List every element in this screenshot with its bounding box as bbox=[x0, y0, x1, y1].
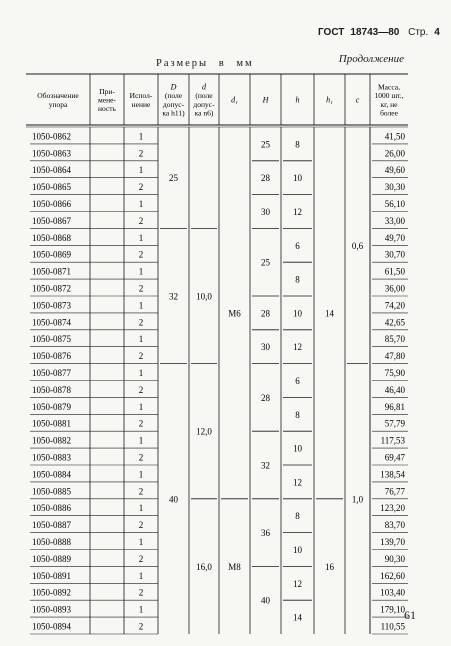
group-cell-h: 8 bbox=[295, 274, 300, 285]
column-header: (поле bbox=[195, 91, 213, 101]
group-cell-h1: 14 bbox=[325, 308, 334, 319]
group-cell-H: 28 bbox=[261, 173, 270, 184]
mass-cell: 76,77 bbox=[384, 486, 405, 497]
designation-cell: 1050-0869 bbox=[32, 249, 71, 260]
mass-cell: 30,30 bbox=[384, 182, 405, 193]
variant-cell: 1 bbox=[138, 199, 144, 209]
mass-cell: 110,55 bbox=[380, 621, 405, 632]
column-header: упора bbox=[48, 99, 68, 109]
designation-cell: 1050-0883 bbox=[32, 452, 71, 463]
column-header: Обозначение bbox=[37, 91, 79, 101]
variant-cell: 1 bbox=[138, 604, 144, 615]
group-cell-H: 32 bbox=[261, 460, 270, 471]
variant-cell: 1 bbox=[138, 232, 144, 243]
column-header: H bbox=[262, 95, 269, 105]
mass-cell: 96,81 bbox=[384, 401, 405, 412]
variant-cell: 2 bbox=[138, 215, 144, 226]
page-number: 61 bbox=[404, 608, 416, 622]
mass-cell: 83,70 bbox=[384, 520, 405, 531]
column-header: c bbox=[355, 95, 360, 105]
group-cell-D: 32 bbox=[169, 291, 178, 302]
mass-cell: 46,40 bbox=[384, 384, 405, 395]
group-cell-D: 40 bbox=[169, 494, 178, 505]
mass-cell: 49,70 bbox=[384, 232, 405, 243]
group-cell-D: 25 bbox=[169, 173, 178, 184]
group-cell-d: 16,0 bbox=[196, 561, 212, 572]
designation-cell: 1050-0867 bbox=[32, 215, 71, 226]
designation-cell: 1050-0871 bbox=[32, 266, 71, 277]
group-cell-h: 14 bbox=[293, 612, 302, 623]
variant-cell: 2 bbox=[138, 351, 144, 362]
group-cell-d1: M8 bbox=[228, 561, 241, 572]
standard-number: 18743—80 bbox=[350, 27, 400, 38]
column-header: h₁ bbox=[326, 95, 333, 105]
variant-cell: 2 bbox=[138, 520, 144, 531]
variant-cell: 1 bbox=[138, 570, 144, 581]
group-cell-H: 36 bbox=[261, 528, 270, 539]
variant-cell: 2 bbox=[138, 553, 144, 564]
designation-cell: 1050-0886 bbox=[32, 503, 71, 514]
mass-cell: 47,80 bbox=[384, 351, 405, 362]
mass-cell: 42,65 bbox=[384, 317, 405, 328]
group-cell-c: 1,0 bbox=[351, 494, 364, 505]
variant-cell: 2 bbox=[138, 621, 144, 632]
variant-cell: 1 bbox=[138, 266, 144, 277]
mass-cell: 26,00 bbox=[384, 148, 405, 159]
column-header: допус- bbox=[162, 99, 185, 109]
group-cell-H: 30 bbox=[261, 207, 270, 217]
variant-cell: 2 bbox=[138, 148, 144, 159]
mass-cell: 36,00 bbox=[384, 283, 405, 294]
column-header: допус- bbox=[193, 99, 215, 109]
variant-cell: 1 bbox=[138, 469, 144, 480]
variant-cell: 1 bbox=[138, 537, 144, 547]
mass-cell: 41,50 bbox=[384, 131, 405, 142]
page-label: Стр. bbox=[408, 27, 429, 38]
group-cell-H: 30 bbox=[261, 342, 270, 353]
mass-cell: 90,30 bbox=[384, 553, 405, 564]
designation-cell: 1050-0868 bbox=[32, 232, 71, 243]
designation-cell: 1050-0872 bbox=[32, 283, 71, 294]
group-cell-h: 12 bbox=[293, 477, 302, 488]
group-cell-h: 10 bbox=[293, 545, 302, 555]
variant-cell: 2 bbox=[138, 283, 144, 294]
designation-cell: 1050-0862 bbox=[32, 131, 71, 142]
group-cell-c: 0,6 bbox=[351, 240, 364, 251]
group-cell-h: 12 bbox=[293, 342, 302, 353]
designation-cell: 1050-0876 bbox=[32, 351, 71, 362]
designation-cell: 1050-0864 bbox=[32, 165, 71, 176]
variant-cell: 1 bbox=[138, 334, 144, 345]
group-cell-h1: 16 bbox=[325, 561, 334, 572]
mass-cell: 103,40 bbox=[380, 587, 405, 598]
designation-cell: 1050-0881 bbox=[32, 418, 71, 429]
mass-cell: 74,20 bbox=[384, 300, 405, 311]
designation-cell: 1050-0887 bbox=[32, 520, 71, 531]
designation-cell: 1050-0885 bbox=[32, 486, 71, 497]
mass-cell: 85,70 bbox=[384, 334, 405, 345]
group-cell-H: 40 bbox=[261, 595, 270, 606]
variant-cell: 1 bbox=[138, 503, 144, 514]
mass-cell: 30,70 bbox=[384, 249, 405, 260]
mass-cell: 49,60 bbox=[384, 165, 405, 176]
variant-cell: 2 bbox=[138, 452, 144, 463]
mass-cell: 117,53 bbox=[380, 435, 405, 446]
mass-cell: 179,10 bbox=[380, 604, 405, 615]
designation-cell: 1050-0884 bbox=[32, 469, 71, 480]
designation-cell: 1050-0866 bbox=[32, 199, 71, 209]
variant-cell: 1 bbox=[138, 368, 144, 378]
variant-cell: 2 bbox=[138, 182, 144, 193]
variant-cell: 2 bbox=[138, 587, 144, 598]
designation-cell: 1050-0891 bbox=[32, 570, 71, 581]
designation-cell: 1050-0893 bbox=[32, 604, 71, 615]
column-header: Испол- bbox=[129, 91, 153, 101]
designation-cell: 1050-0873 bbox=[32, 300, 71, 311]
designation-cell: 1050-0889 bbox=[32, 553, 71, 564]
variant-cell: 1 bbox=[138, 300, 144, 311]
group-cell-H: 25 bbox=[261, 139, 270, 150]
group-cell-h: 8 bbox=[295, 409, 300, 420]
designation-cell: 1050-0877 bbox=[32, 368, 71, 378]
group-cell-h: 8 bbox=[295, 139, 300, 150]
group-cell-h: 10 bbox=[293, 308, 302, 319]
column-header: нение bbox=[131, 99, 151, 109]
designation-cell: 1050-0878 bbox=[32, 384, 71, 395]
mass-cell: 162,60 bbox=[380, 570, 405, 581]
column-header: кг, не bbox=[380, 99, 398, 109]
column-header: h bbox=[295, 95, 300, 105]
designation-cell: 1050-0863 bbox=[32, 148, 71, 159]
variant-cell: 1 bbox=[138, 165, 144, 176]
designation-cell: 1050-0882 bbox=[32, 435, 71, 446]
variant-cell: 2 bbox=[138, 317, 144, 328]
mass-cell: 61,50 bbox=[384, 266, 405, 277]
mass-cell: 69,47 bbox=[384, 452, 405, 463]
continuation-note: Продолжение bbox=[338, 53, 404, 65]
column-header: d₁ bbox=[231, 95, 238, 105]
sizes-caption: Размеры в мм bbox=[156, 58, 254, 69]
designation-cell: 1050-0894 bbox=[32, 621, 71, 632]
column-header: 1000 шт., bbox=[374, 91, 404, 101]
column-header: D bbox=[170, 82, 177, 92]
column-header: При- bbox=[99, 86, 115, 96]
column-header: ка n6) bbox=[194, 108, 214, 118]
designation-cell: 1050-0874 bbox=[32, 317, 71, 328]
group-cell-H: 25 bbox=[261, 257, 270, 268]
group-cell-h: 10 bbox=[293, 443, 302, 454]
designation-cell: 1050-0879 bbox=[32, 401, 71, 412]
group-cell-d: 10,0 bbox=[196, 291, 212, 302]
column-header: более bbox=[380, 108, 398, 118]
column-header: ка h11) bbox=[162, 108, 185, 118]
mass-cell: 138,54 bbox=[380, 469, 405, 480]
mass-cell: 33,00 bbox=[384, 215, 405, 226]
column-header: Масса, bbox=[378, 82, 400, 92]
variant-cell: 2 bbox=[138, 384, 144, 395]
group-cell-h: 6 bbox=[295, 376, 300, 386]
variant-cell: 2 bbox=[138, 418, 144, 429]
group-cell-d: 12,0 bbox=[196, 426, 212, 437]
group-cell-h: 6 bbox=[295, 240, 300, 251]
mass-cell: 57,79 bbox=[384, 418, 405, 429]
designation-cell: 1050-0888 bbox=[32, 537, 71, 547]
designation-cell: 1050-0865 bbox=[32, 182, 71, 193]
column-header: ность bbox=[98, 104, 116, 114]
standard-label: ГОСТ bbox=[318, 27, 345, 38]
group-cell-H: 28 bbox=[261, 308, 270, 319]
variant-cell: 1 bbox=[138, 401, 144, 412]
group-cell-H: 28 bbox=[261, 392, 270, 403]
mass-cell: 75,90 bbox=[384, 368, 405, 378]
variant-cell: 2 bbox=[138, 486, 144, 497]
variant-cell: 1 bbox=[138, 435, 144, 446]
designation-cell: 1050-0875 bbox=[32, 334, 71, 345]
group-cell-h: 10 bbox=[293, 173, 302, 184]
designation-cell: 1050-0892 bbox=[32, 587, 71, 598]
variant-cell: 2 bbox=[138, 249, 144, 260]
page-ref: 4 bbox=[434, 27, 440, 38]
group-cell-h: 12 bbox=[293, 207, 302, 217]
group-cell-h: 12 bbox=[293, 578, 302, 589]
group-cell-d1: M6 bbox=[228, 308, 241, 319]
column-header: (поле bbox=[164, 91, 183, 101]
column-header: d bbox=[202, 82, 206, 92]
group-cell-h: 8 bbox=[295, 511, 300, 522]
variant-cell: 1 bbox=[138, 131, 144, 142]
mass-cell: 56,10 bbox=[384, 199, 405, 209]
mass-cell: 139,70 bbox=[380, 537, 405, 547]
column-header: мене- bbox=[98, 95, 116, 105]
mass-cell: 123,20 bbox=[380, 503, 405, 514]
